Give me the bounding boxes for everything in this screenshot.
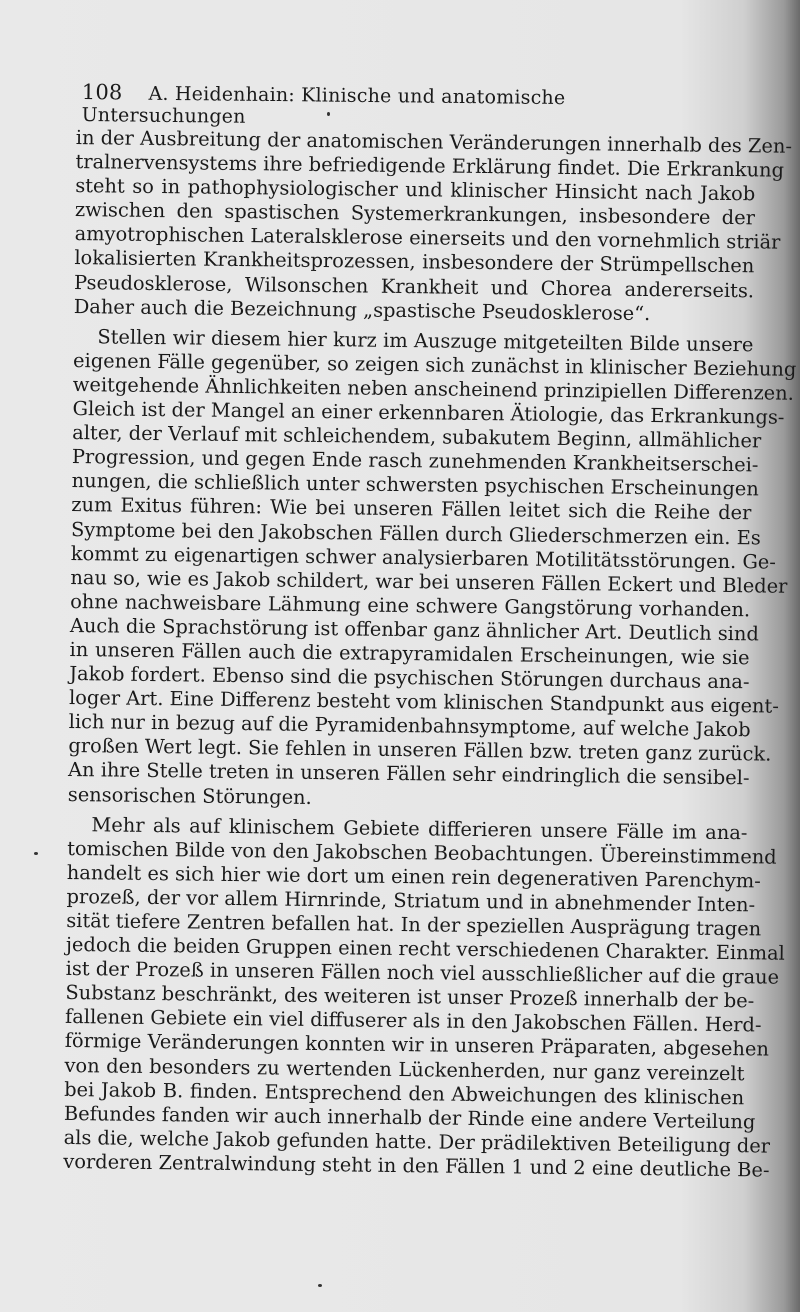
text-line: weitgehende Ähnlichkeiten neben anscheinend prinzipiellen Differenzen.: [72, 372, 795, 405]
text-line: steht so in pathophysiologischer und klinischer Hinsicht nach Jakob: [75, 174, 756, 206]
text-line: Stellen wir diesem hier kurz im Auszuge mitgeteilten Bilde unsere: [97, 325, 754, 357]
text-line: vorderen Zentralwindung steht in den Fällen 1 und 2 eine deutliche Be-: [63, 1149, 770, 1182]
text-line: prozeß, der vor allem Hirnrinde, Striatum und in abnehmender Inten-: [66, 884, 756, 917]
page-number: 108: [81, 80, 123, 105]
text-line: förmige Veränderungen konnten wir in unseren Präparaten, abgesehen: [64, 1029, 770, 1062]
text-line: Gleich ist der Mangel an einer erkennbaren Ätiologie, das Erkrankungs-: [72, 397, 785, 429]
paragraph: [73, 126, 793, 327]
text-line: jedoch die beiden Gruppen einen recht verschiedenen Charakter. Einmal: [65, 933, 785, 965]
text-line: nungen, die schließlich unter schwersten psychischen Erscheinungen: [71, 469, 759, 501]
text-line: sensorischen Störungen.: [67, 782, 312, 809]
text-line: zum Exitus führen: Wie bei unseren Fällen leitet sich die Reihe der: [71, 493, 752, 525]
text-line: Auch die Sprachstörung ist offenbar ganz ähnlicher Art. Deutlich sind: [69, 613, 760, 646]
text-line: alter, der Verlauf mit schleichendem, subakutem Beginn, allmählicher: [72, 421, 762, 453]
paragraph: [63, 812, 785, 1183]
text-line: in der Ausbreitung der anatomischen Veränderungen innerhalb des Zen-: [75, 126, 793, 158]
text-line: kommt zu eigenartigen schwer analysierbaren Motilitätsstörungen. Ge-: [70, 541, 777, 574]
print-speck: [34, 852, 38, 855]
text-line: Daher auch die Bezeichnung „spastische Pseudosklerose“.: [73, 294, 651, 325]
body-text: [63, 126, 797, 1188]
text-line: ist der Prozeß in unseren Fällen noch viel ausschließlicher auf die graue: [65, 957, 780, 989]
text-line: Progression, und gegen Ende rasch zunehmenden Krankheitserschei-: [71, 445, 759, 477]
text-line: in unseren Fällen auch die extrapyramidalen Erscheinungen, wie sie: [69, 637, 750, 670]
running-header: [82, 80, 692, 132]
text-line: tralnervensystems ihre befriedigende Erklärung findet. Die Erkrankung: [75, 150, 785, 182]
text-line: handelt es sich hier wie dort um einen rein degenerativen Parenchym-: [66, 860, 761, 893]
print-speck: [327, 112, 330, 116]
print-speck: [318, 1284, 322, 1287]
text-line: amyotrophischen Lateralsklerose einerseits und den vornehmlich striär: [74, 222, 781, 254]
text-line: großen Wert legt. Sie fehlen in unseren Fällen bzw. treten ganz zurück.: [68, 734, 772, 766]
paragraph: [67, 325, 797, 815]
text-line: Symptome bei den Jakobschen Fällen durch Gliederschmerzen ein. Es: [70, 517, 761, 549]
text-line: nau so, wie es Jakob schildert, war bei unseren Fällen Eckert und Bleder: [70, 565, 788, 598]
text-line: Mehr als auf klinischem Gebiete differieren unsere Fälle im ana-: [91, 812, 748, 844]
text-line: sität tiefere Zentren befallen hat. In der speziellen Ausprägung tragen: [66, 908, 762, 941]
text-line: loger Art. Eine Differenz besteht vom klinischen Standpunkt aus eigent-: [68, 686, 779, 718]
text-line: Substanz beschränkt, des weiteren ist unser Prozeß innerhalb der be-: [65, 981, 755, 1013]
running-title: A. Heidenhain: Klinische und anatomische Untersuchungen: [81, 82, 566, 128]
text-line: von den besonders zu wertenden Lückenherden, nur ganz vereinzelt: [64, 1053, 745, 1085]
text-line: eigenen Fälle gegenüber, so zeigen sich zunächst in klinischer Beziehung: [72, 348, 797, 381]
text-line: tomischen Bilde von den Jakobschen Beobachtungen. Übereinstimmend: [67, 836, 777, 869]
text-line: Pseudosklerose, Wilsonschen Krankheit und Chorea andererseits.: [73, 270, 755, 302]
text-line: Befundes fanden wir auch innerhalb der Rinde eine andere Verteilung: [63, 1101, 756, 1134]
text-line: lokalisierten Krankheitsprozessen, insbesondere der Strümpellschen: [74, 246, 755, 278]
text-line: Jakob fordert. Ebenso sind die psychischen Störungen durchaus ana-: [69, 662, 750, 694]
text-line: als die, welche Jakob gefunden hatte. Der prädilektiven Beteiligung der: [63, 1125, 771, 1158]
text-line: fallenen Gebiete ein viel diffuserer als in den Jakobschen Fällen. Herd-: [64, 1005, 762, 1037]
text-line: bei Jakob B. finden. Entsprechend den Abweichungen des klinischen: [64, 1077, 745, 1109]
text-line: ohne nachweisbare Lähmung eine schwere Gangstörung vorhanden.: [70, 589, 751, 622]
text-line: An ihre Stelle treten in unseren Fällen sehr eindringlich die sensibel-: [67, 758, 750, 790]
text-line: zwischen den spastischen Systemerkrankungen, insbesondere der: [74, 198, 756, 230]
text-line: lich nur in bezug auf die Pyramidenbahnsymptome, auf welche Jakob: [68, 710, 751, 742]
